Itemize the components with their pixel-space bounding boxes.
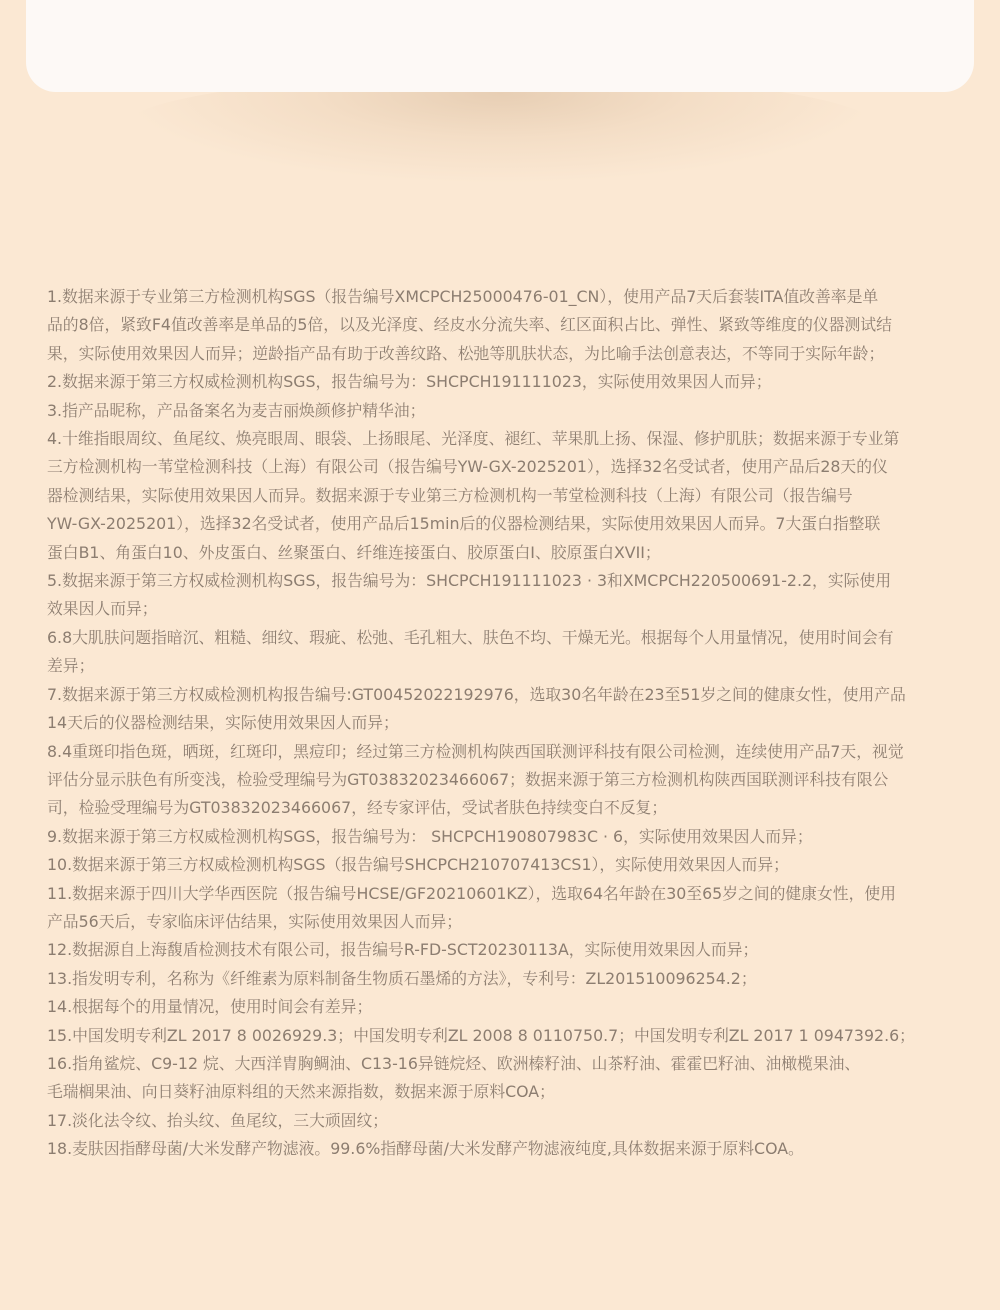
footnotes-list: [47, 283, 959, 1164]
footnote-11: 11.数据来源于四川大学华西医院（报告编号HCSE/GF20210601KZ），选取64名年龄在30至65岁之间的健康女性，使用 产品56天后，专家临床评估结果，实际使用效果因人而异；: [47, 883, 896, 931]
footnote-14: 14.根据每个的用量情况，使用时间会有差异；: [47, 997, 373, 1017]
footnote-10: 10.数据来源于第三方权威检测机构SGS（报告编号SHCPCH210707413CS1），实际使用效果因人而异；: [47, 855, 789, 875]
footnote-9: 9.数据来源于第三方权威检测机构SGS，报告编号为： SHCPCH190807983C · 6，实际使用效果因人而异；: [47, 826, 813, 846]
footnote-2: 2.数据来源于第三方权威检测机构SGS，报告编号为：SHCPCH191111023，实际使用效果因人而异；: [47, 372, 772, 392]
footnote-17: 17.淡化法令纹、抬头纹、鱼尾纹，三大顽固纹；: [47, 1110, 389, 1130]
footnote-6: 6.8大肌肤问题指暗沉、粗糙、细纹、瑕疵、松弛、毛孔粗大、肤色不均、干燥无光。根据每个人用量情况，使用时间会有 差异；: [47, 627, 894, 676]
footnote-3: 3.指产品昵称，产品备案名为麦吉丽焕颜修护精华油；: [47, 400, 426, 420]
footnote-18: 18.麦肤因指酵母菌/大米发酵产物滤液。99.6%指酵母菌/大米发酵产物滤液纯度,具体数据来源于原料COA。: [47, 1139, 804, 1159]
footnote-16: 16.指角鲨烷、C9-12 烷、大西洋胄胸鲷油、C13-16异链烷烃、欧洲榛籽油、山茶籽油、霍霍巴籽油、油橄榄果油、 毛瑞榈果油、向日葵籽油原料组的天然来源指数，数据来源于原料COA；: [47, 1053, 861, 1102]
footnote-13: 13.指发明专利，名称为《纤维素为原料制备生物质石墨烯的方法》，专利号：ZL201510096254.2；: [47, 968, 757, 988]
top-card: [26, 0, 974, 92]
footnote-4: 4.十维指眼周纹、鱼尾纹、焕亮眼周、眼袋、上扬眼尾、光泽度、褪红、苹果肌上扬、保湿、修护肌肤；数据来源于专业第 三方检测机构一苇堂检测科技（上海）有限公司（报告编号YW-GX-2025201），选择32名受试者，使用产品后28天的仪 器检测结果，实际使用效果因人而异。数据来源于专业第三方检测机构一苇堂检测科技（上海）有限公司（报告编号 YW-GX-2025201），选择32名受试者，使用产品后15min后的仪器检测结果，实际使用效果因人而异。7大蛋白指整联 蛋白B1、角蛋白10、外皮蛋白、丝聚蛋白、纤维连接蛋白、胶原蛋白Ⅰ、胶原蛋白XVII；: [47, 429, 900, 562]
footnote-8: 8.4重斑印指色斑，晒斑，红斑印，黑痘印；经过第三方检测机构陕西国联测评科技有限公司检测，连续使用产品7天，视觉 评估分显示肤色有所变浅，检验受理编号为GT03832023466067；数据来源于第三方检测机构陕西国联测评科技有限公 司，检验受理编号为GT03832023466067，经专家评估，受试者肤色持续变白不反复；: [47, 741, 904, 818]
footnote-12: 12.数据源自上海馥盾检测技术有限公司，报告编号R-FD-SCT20230113A，实际使用效果因人而异；: [47, 940, 759, 960]
footnote-15: 15.中国发明专利ZL 2017 8 0026929.3；中国发明专利ZL 2008 8 0110750.7；中国发明专利ZL 2017 1 0947392.6；: [47, 1025, 915, 1045]
footnote-5: 5.数据来源于第三方权威检测机构SGS，报告编号为：SHCPCH191111023 · 3和XMCPCH220500691-2.2，实际使用 效果因人而异；: [47, 571, 892, 619]
footnote-1: 1.数据来源于专业第三方检测机构SGS（报告编号XMCPCH25000476-01_CN），使用产品7天后套装ITA值改善率是单 品的8倍，紧致F4值改善率是单品的5倍，以及光泽度、经皮水分流失率、红区面积占比、弹性、紧致等维度的仪器测试结 果，实际使用效果因人而异；逆龄指产品有助于改善纹路、松弛等肌肤状态，为比喻手法创意表达，不等同于实际年龄；: [47, 287, 892, 363]
footnote-7: 7.数据来源于第三方权威检测机构报告编号:GT00452022192976，选取30名年龄在23至51岁之间的健康女性，使用产品 14天后的仪器检测结果，实际使用效果因人而异；: [47, 684, 906, 733]
